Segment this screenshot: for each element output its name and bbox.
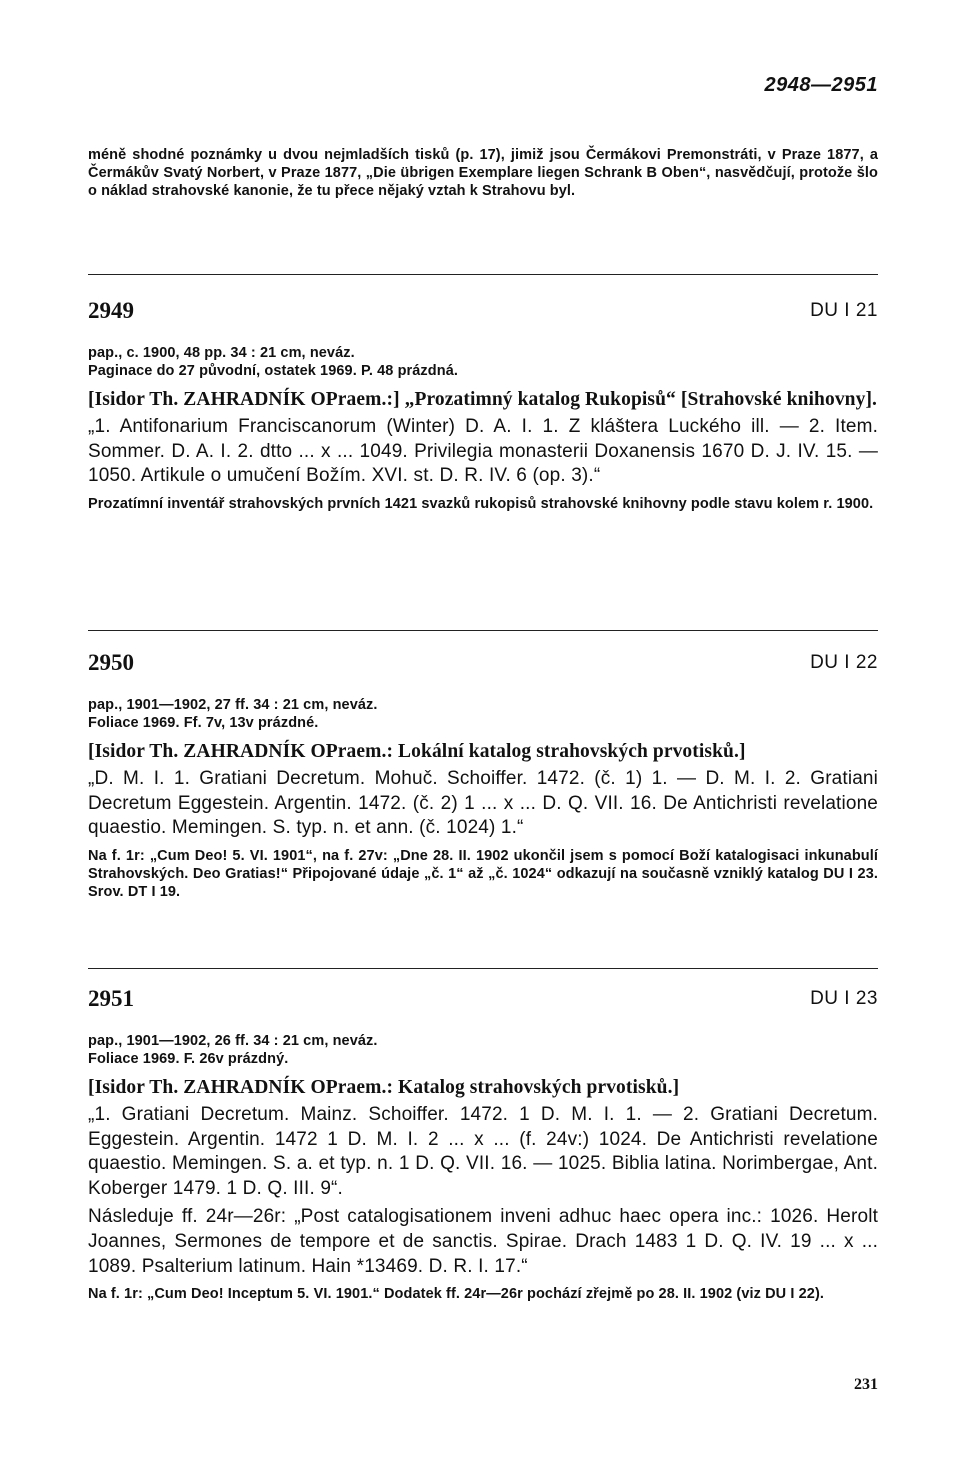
entry-number: 2949 [88, 298, 134, 323]
shelf-signature: DU I 22 [810, 652, 878, 673]
pagination-note: Paginace do 27 původní, ostatek 1969. P. 48 prázdná. [88, 363, 458, 379]
entry-body: „1. Antifonarium Franciscanorum (Winter) D. A. I. 1. Z kláštera Luckého ill. — 2. Item. Sommer. D. A. I. 2. dtto ... x ... 1049. Privilegia monasterii Doxanensis 1670 D. J. IV. 15. — 1050. Artikule o umučení Božím. XVI. st. D. R. IV. 6 (op. 3).“ [88, 416, 878, 487]
shelf-signature: DU I 21 [810, 300, 878, 321]
pagination-note: Foliace 1969. Ff. 7v, 13v prázdné. [88, 715, 319, 731]
document-page [88, 0, 878, 1462]
entry-note: Na f. 1r: „Cum Deo! Inceptum 5. VI. 1901.“ Dodatek ff. 24r—26r pochází zřejmě po 28. II. 1902 (viz DU I 22). [88, 1286, 825, 1303]
separator-rule [88, 630, 878, 631]
physical-description: pap., 1901—1902, 27 ff. 34 : 21 cm, neváz. [88, 697, 378, 713]
entry-note: Prozatímní inventář strahovských prvních 1421 svazků rukopisů strahovské knihovny podle stavu kolem r. 1900. [88, 495, 874, 512]
entry-number: 2951 [88, 986, 134, 1011]
entry-header [88, 650, 878, 684]
physical-description: pap., 1901—1902, 26 ff. 34 : 21 cm, neváz. [88, 1033, 378, 1049]
catalog-entry-2951 [88, 986, 878, 1303]
intro-paragraph: méně shodné poznámky u dvou nejmladších tisků (p. 17), jimiž jsou Čermákovi Premonstráti, v Praze 1877, a Čermákův Svatý Norbert, v Praze 1877, „Die übrigen Exemplare liegen Schrank B Oben“, nasvědčují, protože šlo o náklad strahovské kanonie, že tu přece nějaký vztah k Strahovu byl. [88, 147, 878, 199]
entry-note: Na f. 1r: „Cum Deo! 5. VI. 1901“, na f. 27v: „Dne 28. II. 1902 ukončil jsem s pomocí Boží katalogisaci inkunabulí Strahovských. Deo Gratias!“ Připojované údaje „č. 1“ až „č. 1024“ odkazují na současně vzniklý katalog DU I 23. Srov. DT I 19. [88, 847, 878, 900]
shelf-signature: DU I 23 [810, 988, 878, 1009]
entry-header [88, 986, 878, 1020]
entry-body: „1. Gratiani Decretum. Mainz. Schoiffer. 1472. 1 D. M. I. 1. — 2. Gratiani Decretum. Eggestein. Argentin. 1472 1 D. M. I. 2 ... x ... (f. 24v:) 1024. De Antichristi revelatione quaestio. Memingen. S. a. et typ. n. 1 D. Q. VII. 16. — 1025. Biblia latina. Norimbergae, Ant. Koberger 1479. 1 D. Q. III. 9“. [88, 1104, 878, 1199]
entry-header [88, 298, 878, 332]
entry-number: 2950 [88, 650, 134, 675]
entry-title: [Isidor Th. ZAHRADNÍK OPraem.: Lokální katalog strahovských prvotisků.] [88, 741, 746, 762]
pagination-note: Foliace 1969. F. 26v prázdný. [88, 1051, 289, 1067]
entry-title: [Isidor Th. ZAHRADNÍK OPraem.:] „Prozatimný katalog Rukopisů“ [Strahovské knihovny]. [88, 389, 878, 410]
catalog-entry-2950 [88, 650, 878, 901]
physical-description: pap., c. 1900, 48 pp. 34 : 21 cm, neváz. [88, 345, 355, 361]
separator-rule [88, 274, 878, 275]
entry-body-continued: Následuje ff. 24r—26r: „Post catalogisationem inveni adhuc haec opera inc.: 1026. Herolt Joannes, Sermones de tempore et de sanctis. Spirae. Drach 1483 1 D. Q. IV. 19 ... x ... 1089. Psalterium latinum. Hain *13469. D. R. I. 17.“ [88, 1206, 878, 1277]
running-head: 2948—2951 [764, 74, 878, 96]
entry-body: „D. M. I. 1. Gratiani Decretum. Mohuč. Schoiffer. 1472. (č. 1) 1. — D. M. I. 2. Gratiani Decretum Eggestein. Argentin. 1472. (č. 2) 1 ... x ... D. Q. VII. 16. De Antichristi revelatione quaestio. Memingen. S. typ. n. et ann. (č. 1024) 1.“ [88, 768, 878, 839]
catalog-entry-2949 [88, 298, 878, 513]
separator-rule [88, 968, 878, 969]
page-number: 231 [854, 1376, 878, 1393]
entry-title: [Isidor Th. ZAHRADNÍK OPraem.: Katalog strahovských prvotisků.] [88, 1077, 680, 1098]
